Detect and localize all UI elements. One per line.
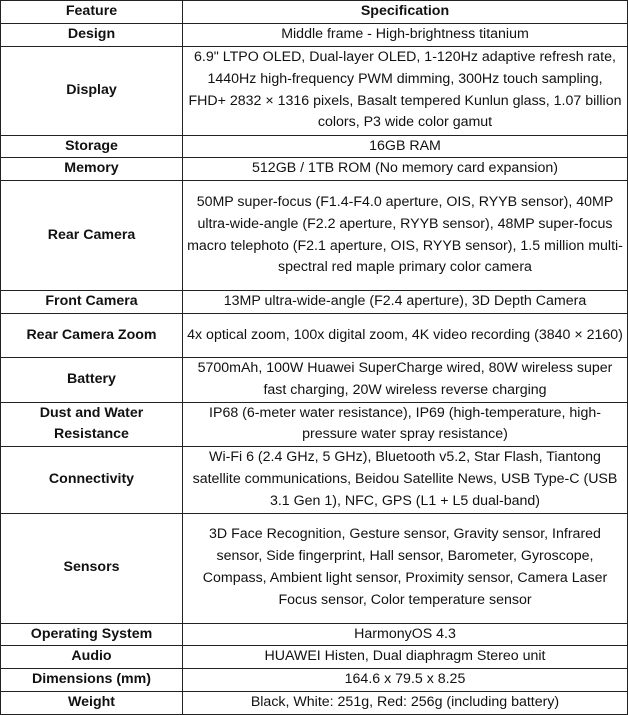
feature-cell: Design: [1, 23, 183, 46]
specification-header: Specification: [183, 1, 628, 24]
feature-cell: Dust and Water Resistance: [1, 402, 183, 447]
feature-cell: Rear Camera: [1, 181, 183, 291]
table-row: [1, 447, 628, 513]
spec-cell: HUAWEI Histen, Dual diaphragm Stereo unit: [183, 646, 628, 669]
spec-cell: 50MP super-focus (F1.4-F4.0 aperture, OIS, RYYB sensor), 40MP ultra-wide-angle (F2.2 aperture, RYYB sensor), 48MP super-focus macro telephoto (F2.1 aperture, OIS, RYYB sensor), 1.5 million multi-spectral red maple primary color camera: [183, 181, 628, 291]
feature-cell: Storage: [1, 135, 183, 158]
spec-cell: 164.6 x 79.5 x 8.25: [183, 669, 628, 692]
spec-cell: 3D Face Recognition, Gesture sensor, Gravity sensor, Infrared sensor, Side fingerprint, Hall sensor, Barometer, Gyroscope, Compass, Ambient light sensor, Proximity sensor, Camera Laser Focus sensor, Color temperature sensor: [183, 513, 628, 623]
spec-cell: Wi-Fi 6 (2.4 GHz, 5 GHz), Bluetooth v5.2, Star Flash, Tiantong satellite communications, Beidou Satellite News, USB Type-C (USB 3.1 Gen 1), NFC, GPS (L1 + L5 dual-band): [183, 447, 628, 513]
table-row: [1, 313, 628, 357]
table-row: [1, 623, 628, 646]
table-row: [1, 669, 628, 692]
table-row: [1, 23, 628, 46]
header-row: [1, 1, 628, 24]
feature-cell: Connectivity: [1, 447, 183, 513]
spec-cell: 4x optical zoom, 100x digital zoom, 4K video recording (3840 × 2160): [183, 313, 628, 357]
table-row: [1, 46, 628, 135]
spec-cell: Black, White: 251g, Red: 256g (including battery): [183, 691, 628, 714]
spec-cell: 16GB RAM: [183, 135, 628, 158]
table-row: [1, 513, 628, 623]
table-row: [1, 135, 628, 158]
spec-cell: IP68 (6-meter water resistance), IP69 (high-temperature, high-pressure water spray resistance): [183, 402, 628, 447]
feature-cell: Front Camera: [1, 291, 183, 314]
spec-cell: Middle frame - High-brightness titanium: [183, 23, 628, 46]
feature-cell: Weight: [1, 691, 183, 714]
table-row: [1, 181, 628, 291]
feature-cell: Battery: [1, 357, 183, 402]
feature-cell: Display: [1, 46, 183, 135]
feature-cell: Operating System: [1, 623, 183, 646]
spec-cell: 512GB / 1TB ROM (No memory card expansion): [183, 158, 628, 181]
spec-cell: 13MP ultra-wide-angle (F2.4 aperture), 3D Depth Camera: [183, 291, 628, 314]
feature-cell: Memory: [1, 158, 183, 181]
table-row: [1, 691, 628, 714]
spec-cell: 6.9" LTPO OLED, Dual-layer OLED, 1-120Hz adaptive refresh rate, 1440Hz high-frequency PWM dimming, 300Hz touch sampling, FHD+ 2832 × 1316 pixels, Basalt tempered Kunlun glass, 1.07 billion colors, P3 wide color gamut: [183, 46, 628, 135]
table-row: [1, 646, 628, 669]
table-row: [1, 158, 628, 181]
feature-cell: Audio: [1, 646, 183, 669]
spec-cell: 5700mAh, 100W Huawei SuperCharge wired, 80W wireless super fast charging, 20W wireless reverse charging: [183, 357, 628, 402]
table-row: [1, 291, 628, 314]
feature-header: Feature: [1, 1, 183, 24]
table-row: [1, 402, 628, 447]
feature-cell: Sensors: [1, 513, 183, 623]
spec-cell: HarmonyOS 4.3: [183, 623, 628, 646]
table-row: [1, 357, 628, 402]
feature-cell: Rear Camera Zoom: [1, 313, 183, 357]
feature-cell: Dimensions (mm): [1, 669, 183, 692]
